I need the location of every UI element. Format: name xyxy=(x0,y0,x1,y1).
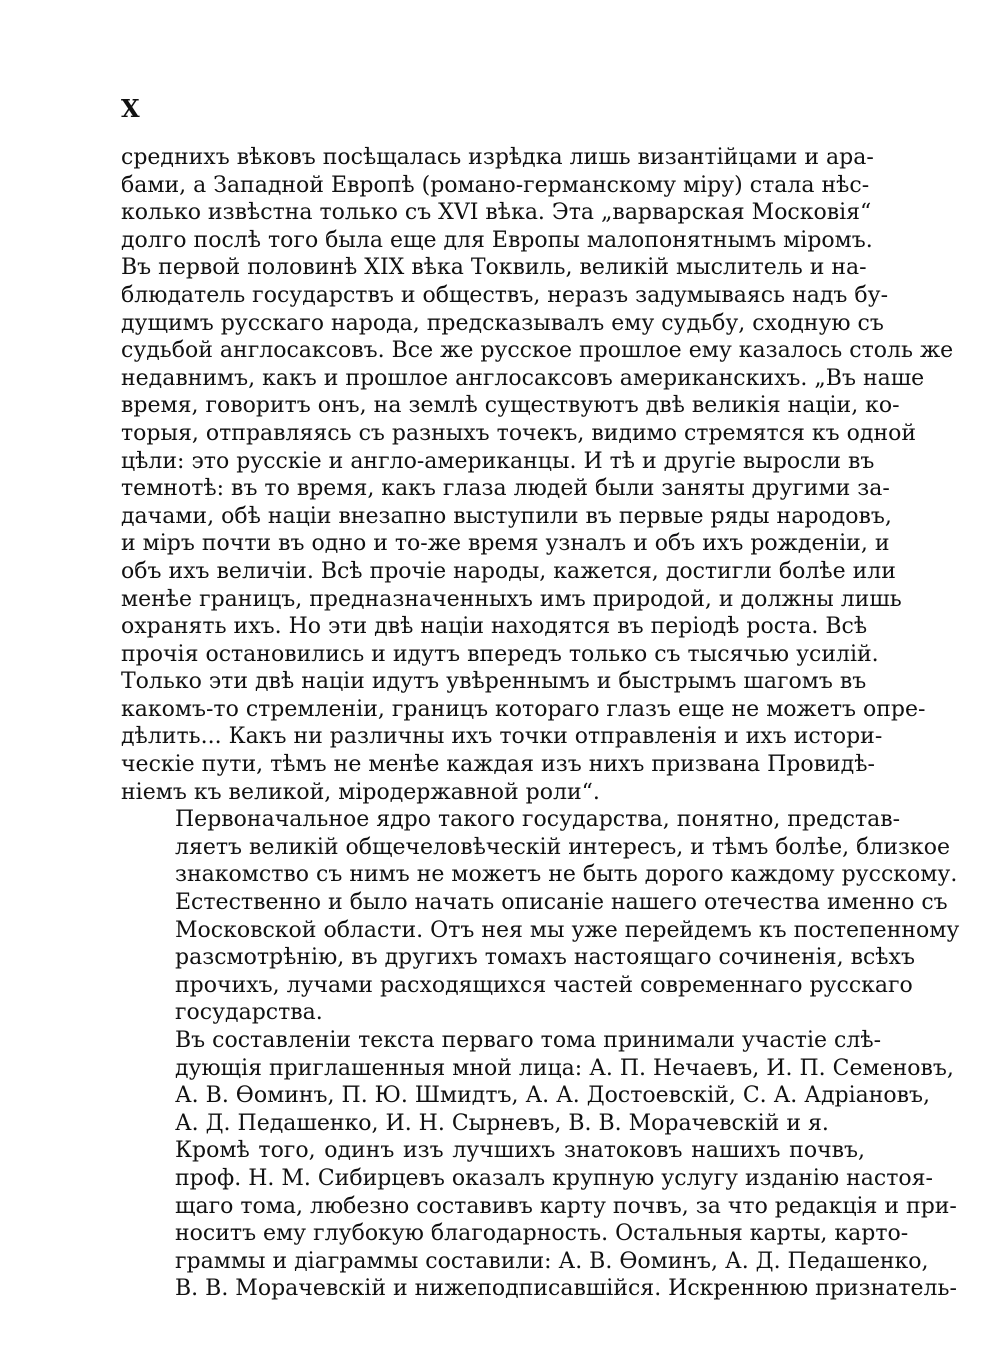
text-line: дущимъ русскаго народа, предсказывалъ ему судьбу, сходную съ xyxy=(121,310,884,336)
text-line: среднихъ вѣковъ посѣщалась изрѣдка лишь византійцами и ара- xyxy=(121,145,874,170)
text-line: охранять ихъ. Но эти двѣ націи находятся въ періодѣ роста. Всѣ xyxy=(121,614,868,640)
text-line: Въ составленіи текста перваго тома принимали участіе слѣ- xyxy=(175,1028,882,1053)
text-line: Только эти двѣ націи идутъ увѣреннымъ и быстрымъ шагомъ въ xyxy=(121,669,867,695)
text-line: дѣлить... Какъ ни различны ихъ точки отправленія и ихъ истори- xyxy=(121,724,883,750)
text-line: ляетъ великій общечеловѣческій интересъ, и тѣмъ болѣе, близкое xyxy=(175,834,951,860)
text-line: колько извѣстна только съ XVI вѣка. Эта „варварская Московія“ xyxy=(121,200,872,226)
text-line: Въ первой половинѣ XIX вѣка Токвиль, великій мыслитель и на- xyxy=(121,255,867,281)
text-line: ческіе пути, тѣмъ не менѣе каждая изъ нихъ призвана Провидѣ- xyxy=(121,752,875,778)
text-line: блюдатель государствъ и обществъ, неразъ задумываясь надъ бу- xyxy=(121,282,889,308)
text-line: Естественно и было начать описаніе нашего отечества именно съ xyxy=(175,890,948,916)
text-line: бами, а Западной Европѣ (романо-германскому міру) стала нѣс- xyxy=(121,172,870,198)
text-line: прочія остановились и идутъ впередъ только съ тысячью усилій. xyxy=(121,641,879,667)
text-line: А. В. Ѳоминъ, П. Ю. Шмидтъ, А. А. Достоевскій, С. А. Адріановъ, xyxy=(175,1083,931,1109)
paragraph-4 xyxy=(121,1137,957,1303)
text-line: прочихъ, лучами расходящихся частей современнаго русскаго xyxy=(175,972,913,998)
text-line: Московской области. Отъ нея мы уже перейдемъ къ постепенному xyxy=(175,917,960,943)
text-line: темнотѣ: въ то время, какъ глаза людей были заняты другими за- xyxy=(121,476,890,502)
text-line: знакомство съ нимъ не можетъ не быть дорого каждому русскому. xyxy=(175,862,958,888)
text-line: цѣли: это русскіе и англо-американцы. И тѣ и другіе выросли въ xyxy=(121,448,875,474)
text-line: щаго тома, любезно составивъ карту почвъ, за что редакція и при- xyxy=(175,1193,957,1219)
text-line: носитъ ему глубокую благодарность. Остальныя карты, карто- xyxy=(175,1221,909,1247)
text-line: торыя, отправляясь съ разныхъ точекъ, видимо стремятся къ одной xyxy=(121,420,917,446)
text-line: судьбой англосаксовъ. Все же русское прошлое ему казалось столь же xyxy=(121,338,954,364)
paragraph-1 xyxy=(121,144,954,806)
text-line: и міръ почти въ одно и то-же время узналъ и объ ихъ рожденіи, и xyxy=(121,531,890,557)
text-line: время, говоритъ онъ, на землѣ существуютъ двѣ великія націи, ко- xyxy=(121,393,900,419)
text-line: А. Д. Педашенко, И. Н. Сырневъ, В. В. Морачевскій и я. xyxy=(175,1110,829,1136)
text-line: разсмотрѣнію, въ другихъ томахъ настоящаго сочиненія, всѣхъ xyxy=(175,945,915,971)
text-line: Кромѣ того, одинъ изъ лучшихъ знатоковъ нашихъ почвъ, xyxy=(175,1138,865,1164)
text-line: менѣе границъ, предназначенныхъ имъ природой, и должны лишь xyxy=(121,586,902,612)
text-line: какомъ-то стремленіи, границъ котораго глазъ еще не можетъ опре- xyxy=(121,696,926,722)
page-number: X xyxy=(121,94,141,123)
text-line: долго послѣ того была еще для Европы малопонятнымъ міромъ. xyxy=(121,227,873,253)
text-line: дующія приглашенныя мной лица: А. П. Нечаевъ, И. П. Семеновъ, xyxy=(175,1055,954,1081)
text-line: Первоначальное ядро такого государства, понятно, представ- xyxy=(175,807,901,833)
paragraph-3 xyxy=(121,1027,954,1137)
text-line: дачами, обѣ націи внезапно выступили въ первые ряды народовъ, xyxy=(121,503,892,529)
text-line: государства. xyxy=(175,1000,323,1026)
text-line: граммы и діаграммы составили: А. В. Ѳоминъ, А. Д. Педашенко, xyxy=(175,1248,929,1274)
text-line: объ ихъ величіи. Всѣ прочіе народы, кажется, достигли болѣе или xyxy=(121,558,896,584)
text-line: В. В. Морачевскій и нижеподписавшійся. Искреннюю признатель- xyxy=(175,1276,957,1302)
body-text xyxy=(121,144,960,1303)
paragraph-2 xyxy=(121,806,960,1027)
text-line: недавнимъ, какъ и прошлое англосаксовъ американскихъ. „Въ наше xyxy=(121,365,925,391)
text-line: ніемъ къ великой, міродержавной роли“. xyxy=(121,779,600,805)
text-line: проф. Н. М. Сибирцевъ оказалъ крупную услугу изданію настоя- xyxy=(175,1165,933,1191)
